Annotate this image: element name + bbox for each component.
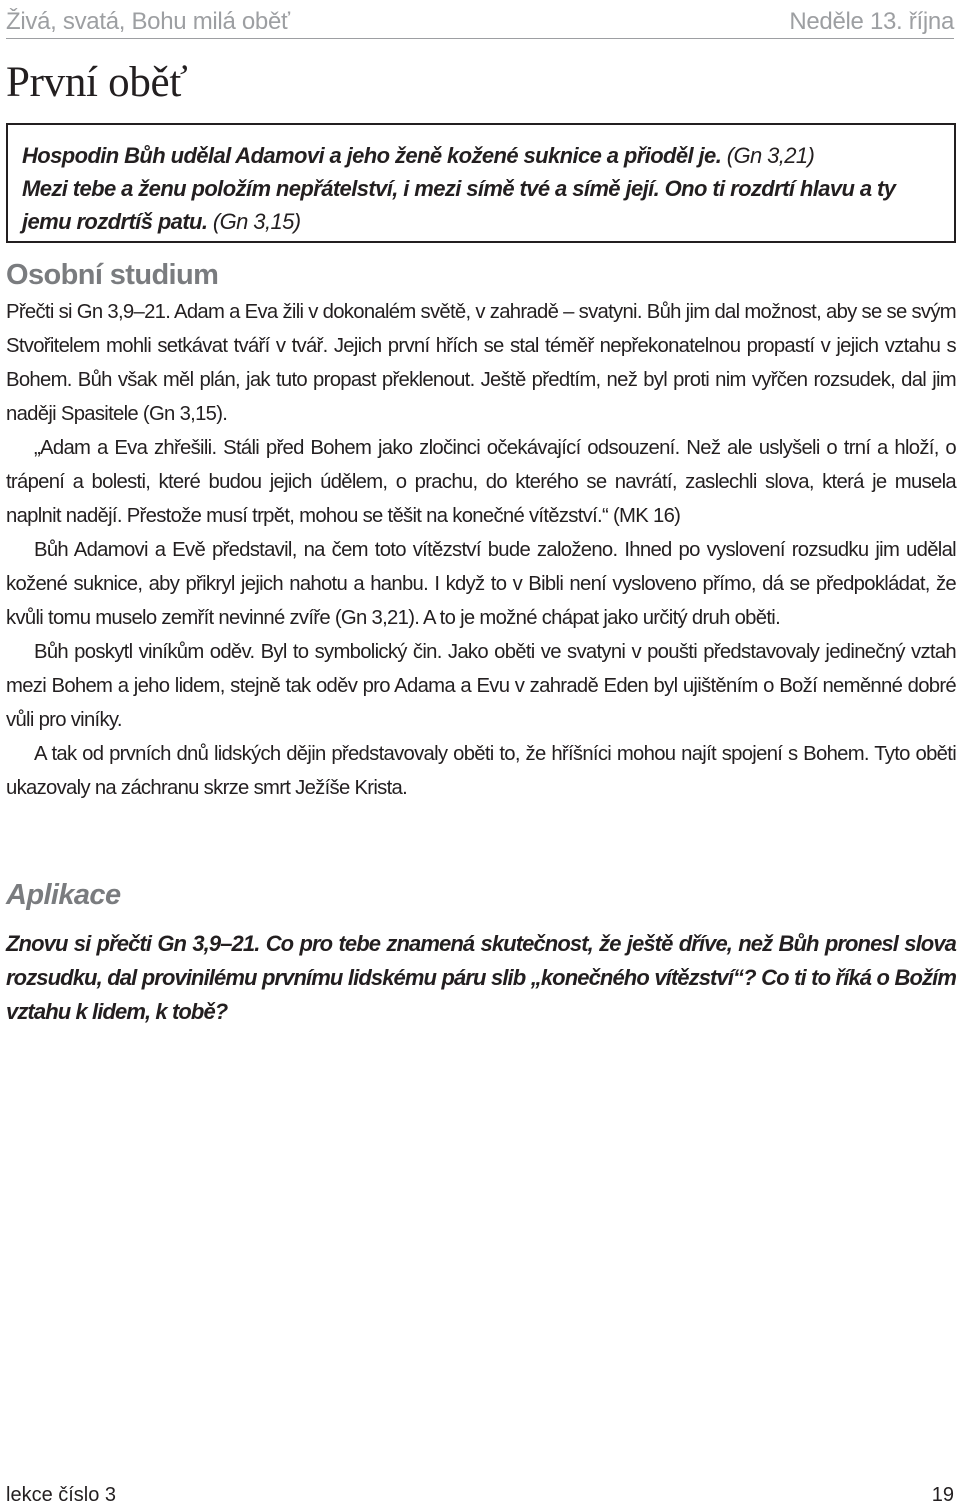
memory-verse-line-2 bbox=[22, 172, 940, 238]
memory-verse-text-1: Hospodin Bůh udělal Adamovi a jeho ženě kožené suknice a přioděl je. bbox=[22, 143, 722, 168]
memory-verse-text-2: Mezi tebe a ženu položím nepřátelství, i mezi símě tvé a símě její. Ono ti rozdrtí hlavu a ty jemu rozdrtíš patu. bbox=[22, 176, 896, 234]
footer-lesson-number: lekce číslo 3 bbox=[6, 1484, 117, 1506]
memory-verse-ref-1: (Gn 3,21) bbox=[726, 143, 815, 168]
memory-verse-box bbox=[6, 123, 956, 243]
study-paragraph-2: „Adam a Eva zhřešili. Stáli před Bohem jako zločinci očekávající odsouzení. Než ale uslyšeli o trní a hloží, o trápení a bolesti, které budou jejich údělem, o prachu, do kterého se navrátí, zaslechli slova, která je musela naplnit nadějí. Přestože musí trpět, mohou se těšit na konečné vítězství.“ (MK 16) bbox=[6, 437, 956, 527]
application-text: Znovu si přečti Gn 3,9–21. Co pro tebe znamená skutečnost, že ještě dříve, než Bůh pronesl slova rozsudku, dal provinilému prvnímu lidskému páru slib „konečného vítězství“? Co ti to říká o Božím vztahu k lidem, k tobě? bbox=[6, 931, 956, 1024]
study-body bbox=[6, 295, 956, 805]
page-footer bbox=[6, 1484, 954, 1507]
application-heading: Aplikace bbox=[6, 879, 121, 911]
study-paragraph-3: Bůh Adamovi a Evě představil, na čem toto vítězství bude založeno. Ihned po vyslovení rozsudku jim udělal kožené suknice, aby přikryl jejich nahotu a hanbu. I když to v Bibli není vysloveno přímo, dá se předpokládat, že kvůli tomu muselo zemřít nevinné zvíře (Gn 3,21). A to je možné chápat jako určitý druh oběti. bbox=[6, 539, 956, 629]
header-date: Neděle 13. října bbox=[789, 8, 954, 35]
page-title: První oběť bbox=[6, 59, 188, 106]
study-paragraph-1: Přečti si Gn 3,9–21. Adam a Eva žili v dokonalém světě, v zahradě – svatyni. Bůh jim dal možnost, aby se se svým Stvořitelem mohli setkávat tváří v tvář. Jejich první hřích se stal téměř nepřekonatelnou propastí v jejich vztahu s Bohem. Bůh však měl plán, jak tuto propast překlenout. Ještě předtím, než byl proti nim vyřčen rozsudek, dal jim naději Spasitele (Gn 3,15). bbox=[6, 301, 956, 425]
study-paragraph-4: Bůh poskytl viníkům oděv. Byl to symbolický čin. Jako oběti ve svatyni v poušti představovaly jedinečný vztah mezi Bohem a jeho lidem, stejně tak oděv pro Adama a Evu v zahradě Eden byl ujištěním o Boží neměnné dobré vůli pro viníky. bbox=[6, 641, 956, 731]
footer-page-number: 19 bbox=[931, 1484, 954, 1506]
study-paragraph-5: A tak od prvních dnů lidských dějin představovaly oběti to, že hříšníci mohou najít spojení s Bohem. Tyto oběti ukazovaly na záchranu skrze smrt Ježíše Krista. bbox=[6, 743, 956, 799]
memory-verse-ref-2: (Gn 3,15) bbox=[212, 209, 301, 234]
header-rule bbox=[6, 38, 954, 39]
header-book-title: Živá, svatá, Bohu milá oběť bbox=[6, 8, 290, 35]
running-header bbox=[6, 2, 954, 36]
study-heading: Osobní studium bbox=[6, 259, 219, 291]
memory-verse-line-1 bbox=[22, 139, 940, 172]
